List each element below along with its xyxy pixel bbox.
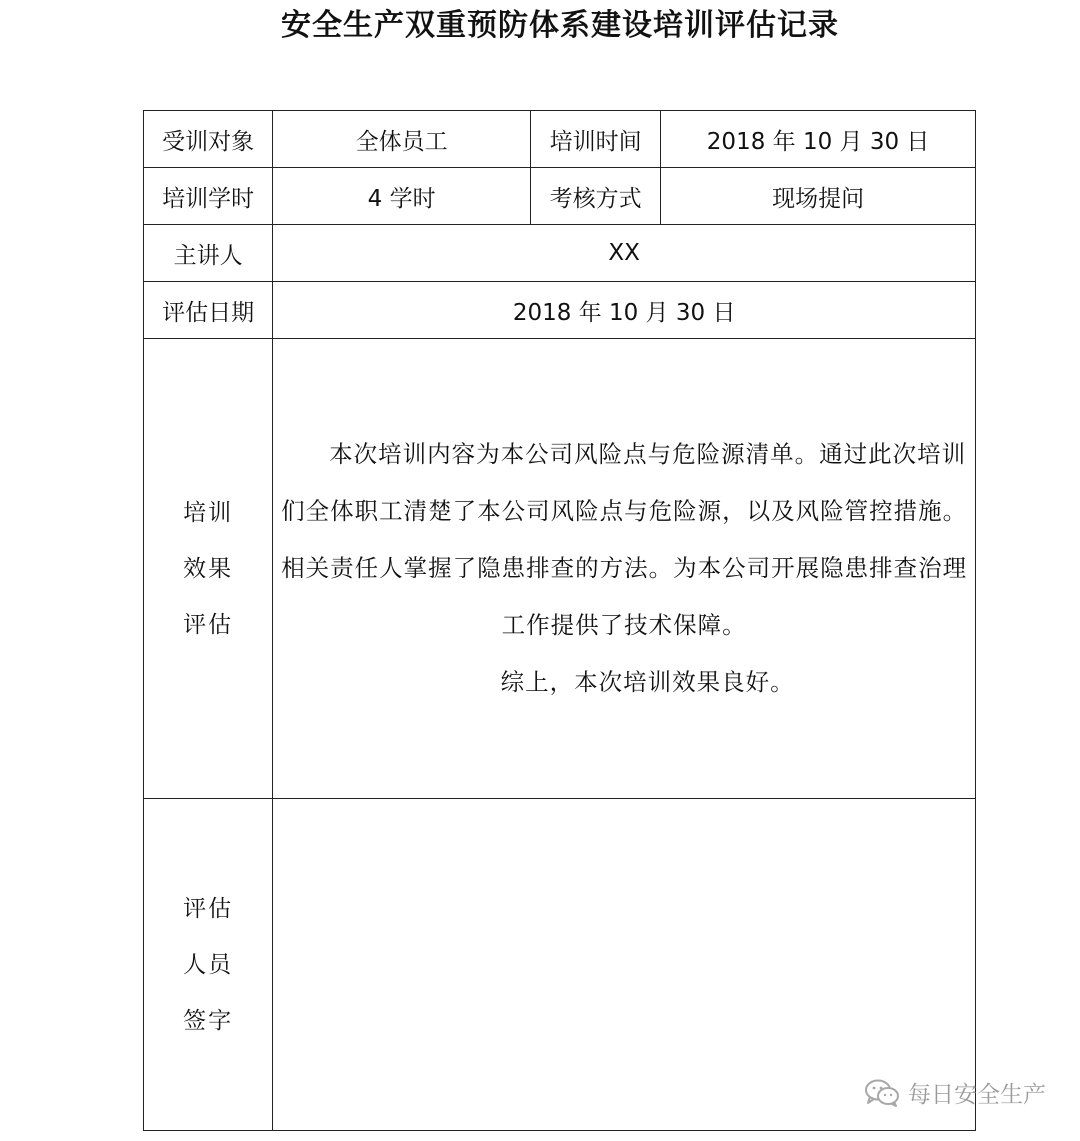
evaluation-content [273,339,976,799]
evaluation-label-line: 效果 [183,555,234,582]
page-title: 安全生产双重预防体系建设培训评估记录 [281,8,839,43]
signature-label-line: 签字 [183,1007,234,1034]
evaluation-label-line: 培训 [183,499,234,526]
trainee-value: 全体员工 [273,111,531,168]
eval-date-label: 评估日期 [144,282,273,339]
lecturer-label: 主讲人 [144,225,273,282]
evaluation-record-table [143,110,976,1131]
evaluation-paragraph: 本次培训内容为本公司风险点与危险源清单。通过此次培训们全体职工清楚了本公司风险点与危险源，以及风险管控措施。相关责任人掌握了隐患排查的方法。为本公司开展隐患排查治理工作提供了技术保障。 [281,440,968,639]
assess-method-label: 考核方式 [530,168,660,225]
signature-label [144,799,273,1131]
evaluation-label-line: 评估 [183,611,234,638]
train-time-label: 培训时间 [530,111,660,168]
wechat-icon [864,1078,900,1108]
table-row [144,225,976,282]
signature-label-line: 评估 [183,895,234,922]
table-row [144,799,976,1131]
hours-value: 4 学时 [273,168,531,225]
table-row [144,111,976,168]
evaluation-paragraph: 综上，本次培训效果良好。 [500,668,795,696]
trainee-label: 受训对象 [144,111,273,168]
eval-date-value: 2018 年 10 月 30 日 [273,282,976,339]
hours-label: 培训学时 [144,168,273,225]
train-time-value: 2018 年 10 月 30 日 [661,111,976,168]
table-row [144,282,976,339]
lecturer-value: XX [273,225,976,282]
signature-label-line: 人员 [183,951,234,978]
watermark-text: 每日安全生产 [908,1082,1046,1108]
evaluation-label [144,339,273,799]
table-row [144,168,976,225]
table-row [144,339,976,799]
watermark [864,1076,1046,1109]
assess-method-value: 现场提问 [661,168,976,225]
